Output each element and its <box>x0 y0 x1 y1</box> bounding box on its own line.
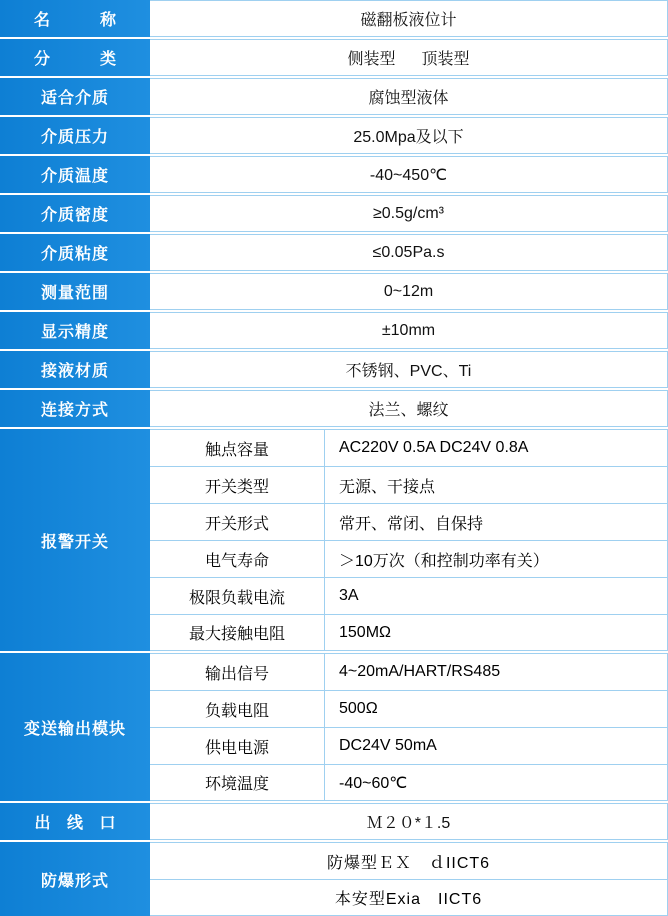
table-row <box>150 690 668 727</box>
sub-row-value: 3A <box>325 577 668 614</box>
explosion-proof-value: 本安型Exia IICT6 <box>150 879 668 916</box>
sub-row-value: 无源、干接点 <box>325 466 668 503</box>
table-row <box>0 195 668 232</box>
row-label: 适合介质 <box>0 78 150 115</box>
row-value: 磁翻板液位计 <box>150 0 668 37</box>
sub-row-label: 最大接触电阻 <box>150 614 325 651</box>
sub-row-label: 输出信号 <box>150 653 325 690</box>
table-row <box>150 727 668 764</box>
table-row <box>150 577 668 614</box>
explosion-proof-label: 防爆形式 <box>0 842 150 916</box>
row-label: 介质密度 <box>0 195 150 232</box>
table-row <box>0 390 668 427</box>
sub-row-label: 电气寿命 <box>150 540 325 577</box>
table-row <box>0 39 668 76</box>
row-value: ±10mm <box>150 312 668 349</box>
row-value-option-2: 顶装型 <box>421 51 470 68</box>
sub-row-label: 环境温度 <box>150 764 325 801</box>
row-label: 连接方式 <box>0 390 150 427</box>
sub-row-value: 4~20mA/HART/RS485 <box>325 653 668 690</box>
alarm-switch-label: 报警开关 <box>0 429 150 651</box>
table-row <box>150 466 668 503</box>
row-label: 显示精度 <box>0 312 150 349</box>
table-row <box>0 351 668 388</box>
table-row <box>150 503 668 540</box>
table-row <box>0 0 668 37</box>
row-value <box>150 39 668 76</box>
row-label: 介质压力 <box>0 117 150 154</box>
transmitter-module-group <box>0 653 668 801</box>
table-row <box>150 614 668 651</box>
transmitter-module-rows <box>150 653 668 801</box>
row-value-option-1: 侧装型 <box>347 51 396 68</box>
alarm-switch-rows <box>150 429 668 651</box>
alarm-switch-group <box>0 429 668 651</box>
sub-row-label: 负载电阻 <box>150 690 325 727</box>
table-row <box>0 78 668 115</box>
row-value: 25.0Mpa及以下 <box>150 117 668 154</box>
table-row <box>0 234 668 271</box>
row-value: ≥0.5g/cm³ <box>150 195 668 232</box>
transmitter-module-label: 变送输出模块 <box>0 653 150 801</box>
sub-row-value: ＞10万次（和控制功率有关） <box>325 540 668 577</box>
table-row <box>0 312 668 349</box>
row-label: 介质温度 <box>0 156 150 193</box>
row-value: ≤0.05Pa.s <box>150 234 668 271</box>
row-label: 介质粘度 <box>0 234 150 271</box>
outlet-value: Ｍ２０*１.5 <box>150 803 668 840</box>
sub-row-label: 极限负载电流 <box>150 577 325 614</box>
row-value: 0~12m <box>150 273 668 310</box>
table-row <box>0 156 668 193</box>
explosion-proof-group <box>0 842 668 916</box>
row-label: 接液材质 <box>0 351 150 388</box>
table-row <box>150 764 668 801</box>
sub-row-value: -40~60℃ <box>325 764 668 801</box>
row-value: 不锈钢、PVC、Ti <box>150 351 668 388</box>
row-value: 腐蚀型液体 <box>150 78 668 115</box>
table-row <box>0 117 668 154</box>
table-row <box>150 540 668 577</box>
table-row <box>150 429 668 466</box>
table-row <box>0 273 668 310</box>
sub-row-value: 150MΩ <box>325 614 668 651</box>
row-value: -40~450℃ <box>150 156 668 193</box>
explosion-proof-value: 防爆型ＥＸ ｄIICT6 <box>150 842 668 879</box>
sub-row-value: 500Ω <box>325 690 668 727</box>
sub-row-value: AC220V 0.5A DC24V 0.8A <box>325 429 668 466</box>
row-label: 测量范围 <box>0 273 150 310</box>
row-value: 法兰、螺纹 <box>150 390 668 427</box>
outlet-label: 出 线 口 <box>0 803 150 840</box>
explosion-proof-rows <box>150 842 668 916</box>
table-row <box>150 653 668 690</box>
sub-row-label: 供电电源 <box>150 727 325 764</box>
sub-row-label: 开关类型 <box>150 466 325 503</box>
table-row <box>150 842 668 879</box>
sub-row-value: DC24V 50mA <box>325 727 668 764</box>
sub-row-label: 开关形式 <box>150 503 325 540</box>
sub-row-label: 触点容量 <box>150 429 325 466</box>
row-label: 名 称 <box>0 0 150 37</box>
sub-row-value: 常开、常闭、自保持 <box>325 503 668 540</box>
row-label: 分 类 <box>0 39 150 76</box>
table-row <box>0 803 668 840</box>
